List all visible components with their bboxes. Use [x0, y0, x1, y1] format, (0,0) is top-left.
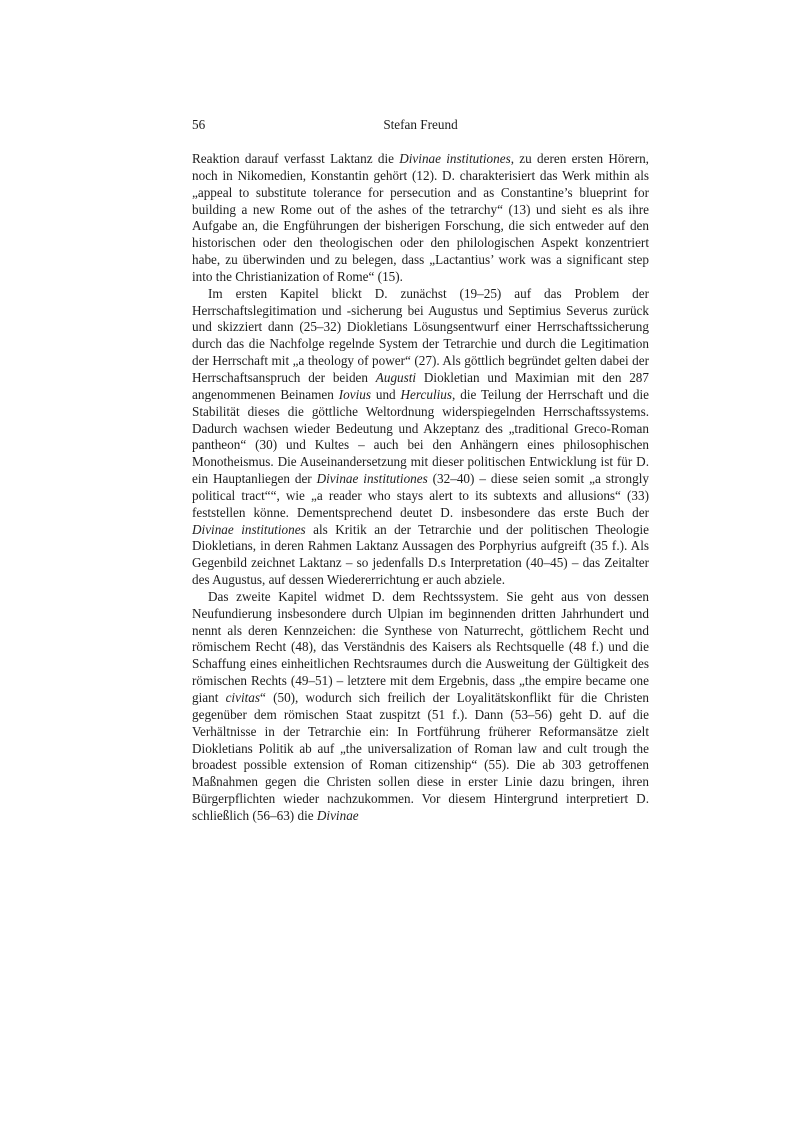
text-body — [192, 151, 649, 825]
paragraph: Das zweite Kapitel widmet D. dem Rechtssystem. Sie geht aus von dessen Neufundierung insbesondere durch Ulpian im beginnenden dritten Jahrhundert und nennt als deren Kennzeichen: die Synthese von Naturrecht, göttlichem Recht und römischem Recht (48), das Verständnis des Kaisers als Rechtsquelle (48 f.) und die Schaffung eines einheitlichen Rechtsraumes durch die Ausweitung der Gültigkeit des römischen Rechts (49–51) – letztere mit dem Ergebnis, dass „the empire became one giant civitas“ (50), wodurch sich freilich der Loyalitätskonflikt für die Christen gegenüber dem römischen Staat zuspitzt (51 f.). Dann (53–56) geht D. auf die Verhältnisse in der Tetrarchie ein: In Fortführung früherer Reformansätze zielt Diokletians Politik ab auf „the universalization of Roman law and cult trough the broadest possible extension of Roman citizenship“ (55). Die ab 303 getroffenen Maßnahmen gegen die Christen sollen diese in erster Linie dazu bringen, ihren Bürgerpflichten wieder nachzukommen. Vor diesem Hintergrund interpretiert D. schließlich (56–63) die Divinae — [192, 588, 649, 823]
page-header — [192, 117, 649, 133]
running-head: Stefan Freund — [383, 117, 458, 132]
paragraph: Reaktion darauf verfasst Laktanz die Divinae institutiones, zu deren ersten Hörern, noch in Nikomedien, Konstantin gehört (12). D. charakterisiert das Werk mithin als „appeal to substitute tolerance for persecution and as Constantine’s blueprint for building a new Rome out of the ashes of the tetrarchy“ (13) und sieht es als ihre Aufgabe an, die Engführungen der bisherigen Forschung, die sich entweder auf den historischen oder den theologischen oder den philologischen Aspekt konzentriert habe, zu überwinden und zu belegen, dass „Lactantius’ work was a significant step into the Christianization of Rome“ (15). — [192, 151, 649, 284]
paragraph: Im ersten Kapitel blickt D. zunächst (19–25) auf das Problem der Herrschaftslegitimation und -sicherung bei Augustus und Septimius Severus zurück und skizziert dann (25–32) Diokletians Lösungsentwurf einer Herrschaftssicherung durch das die Nachfolge regelnde System der Tetrarchie und durch die Legitimation der Herrschaft mit „a theology of power“ (27). Als göttlich begründet gelten dabei der Herrschaftsanspruch der beiden Augusti Diokletian und Maximian mit den 287 angenommenen Beinamen Iovius und Herculius, die Teilung der Herrschaft und die Stabilität dieses die göttliche Weltordnung widerspiegelnden Herrschaftssystems. Dadurch wachsen wieder Bedeutung und Akzeptanz des „traditional Greco-Roman pantheon“ (30) und Kultes – auch bei den Anhängern eines philosophischen Monotheismus. Die Auseinandersetzung mit dieser politischen Entwicklung ist für D. ein Hauptanliegen der Divinae institutiones (32–40) – diese seien somit „a strongly political tract““, wie „a reader who stays alert to its subtexts and allusions“ (33) feststellen könne. Dementsprechend deutet D. insbesondere das erste Buch der Divinae institutiones als Kritik an der Tetrarchie und der politischen Theologie Diokletians, in deren Rahmen Laktanz Aussagen des Porphyrius aufgreift (35 f.). Als Gegenbild zeichnet Laktanz – so jedenfalls D.s Interpretation (40–45) – das Zeitalter des Augustus, auf dessen Wiedererrichtung er auch abziele. — [192, 285, 649, 588]
page-number: 56 — [192, 117, 206, 132]
